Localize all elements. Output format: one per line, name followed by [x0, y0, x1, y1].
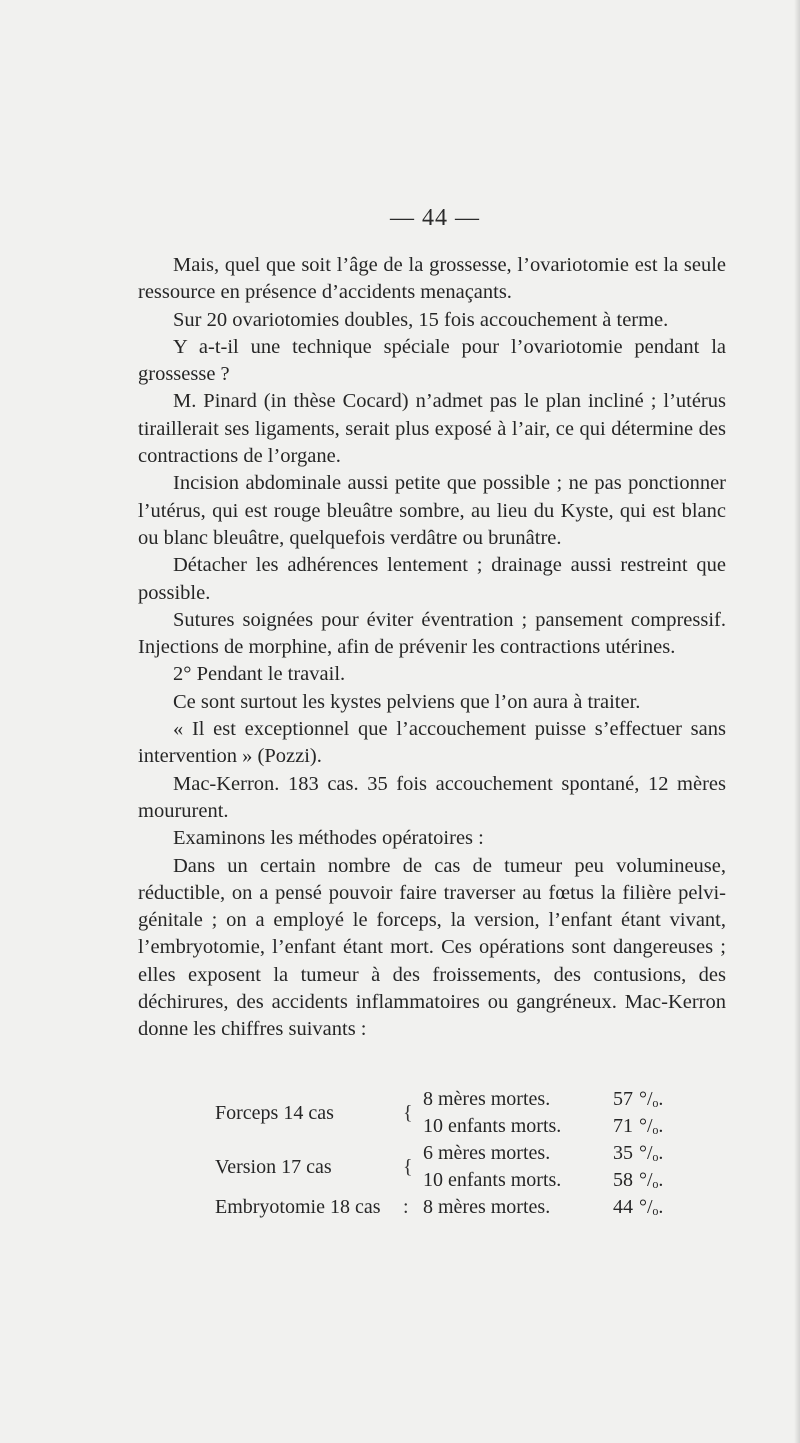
- paragraph: Détacher les adhérences lentement ; drainage aussi restreint que possible.: [138, 554, 726, 604]
- stat-desc: 6 mères mortes.: [423, 1142, 551, 1164]
- stat-percent: 44: [613, 1196, 633, 1218]
- stat-rows: [423, 1194, 663, 1221]
- stat-desc: 10 enfants morts.: [423, 1169, 562, 1191]
- stat-row: [423, 1194, 663, 1221]
- page-number: — 44 —: [390, 205, 480, 231]
- stat-label: Embryotomie 18 cas: [215, 1196, 381, 1218]
- stat-percent: 58: [613, 1169, 633, 1191]
- stat-unit: °/ₒ.: [639, 1142, 664, 1164]
- quotation-paragraph: « Il est exceptionnel que l’accouchement puisse s’effectuer sans intervention » (Pozzi).: [138, 718, 726, 768]
- paragraph: Y a-t-il une technique spéciale pour l’ovariotomie pendant la grossesse ?: [138, 335, 726, 386]
- stat-brace: {: [403, 1155, 413, 1178]
- stat-label: Forceps 14 cas: [215, 1101, 334, 1124]
- stat-percent: 35: [613, 1142, 633, 1164]
- statistics-table: [138, 1086, 738, 1221]
- stat-unit: °/ₒ.: [639, 1196, 664, 1218]
- stat-group-embryotomie: [138, 1194, 738, 1221]
- stat-unit: °/ₒ.: [639, 1088, 664, 1110]
- stat-group-forceps: [138, 1086, 738, 1140]
- body-text: [138, 252, 726, 1044]
- paragraph: Examinons les méthodes opératoires :: [173, 827, 484, 850]
- paragraph: Sutures soignées pour éviter éventration ; pansement compressif. Injections de morphine, afin de prévenir les contractions utérines.: [138, 608, 726, 659]
- stat-label: Version 17 cas: [215, 1155, 332, 1178]
- stat-brace: :: [403, 1196, 409, 1218]
- paragraph: Mac-Kerron. 183 cas. 35 fois accouchement spontané, 12 mères moururent.: [138, 772, 726, 822]
- stat-row: [423, 1113, 663, 1140]
- stat-row: [423, 1086, 663, 1113]
- stat-desc: 8 mères mortes.: [423, 1088, 551, 1110]
- stat-group-version: [138, 1140, 738, 1194]
- stat-brace: {: [403, 1101, 413, 1124]
- stat-unit: °/ₒ.: [639, 1169, 664, 1191]
- paragraph: M. Pinard (in thèse Cocard) n’admet pas le plan incliné ; l’utérus tiraillerait ses ligaments, serait plus exposé à l’air, ce qui détermine des contractions de l’organe.: [138, 390, 726, 468]
- stat-percent: 57: [613, 1088, 633, 1110]
- stat-row: [423, 1167, 663, 1194]
- stat-rows: [423, 1086, 663, 1140]
- stat-rows: [423, 1140, 663, 1194]
- stat-desc: 10 enfants morts.: [423, 1115, 562, 1137]
- stat-unit: °/ₒ.: [639, 1115, 664, 1137]
- stat-desc: 8 mères mortes.: [423, 1196, 551, 1218]
- stat-percent: 71: [613, 1115, 633, 1137]
- stat-row: [423, 1140, 663, 1167]
- paragraph: Ce sont surtout les kystes pelviens que l’on aura à traiter.: [173, 690, 641, 713]
- paragraph: Mais, quel que soit l’âge de la grossesse, l’ovariotomie est la seule ressource en présence d’accidents menaçants.: [138, 254, 726, 304]
- paragraph: Incision abdominale aussi petite que possible ; ne pas ponctionner l’utérus, qui est rouge bleuâtre sombre, au lieu du Kyste, qui est blanc ou blanc bleuâtre, quelquefois verdâtre ou brunâtre.: [138, 472, 726, 549]
- paragraph: Sur 20 ovariotomies doubles, 15 fois accouchement à terme.: [173, 308, 669, 331]
- paragraph: Dans un certain nombre de cas de tumeur peu volumineuse, réductible, on a pensé pouvoir faire traverser au fœtus la filière pelvi-génitale ; on a employé le forceps, la version, l’enfant étant vivant, l’embryotomie, l’enfant étant mort. Ces opérations sont dangereuses ; elles exposent la tumeur à des froissements, des contusions, des déchirures, des accidents inflammatoires ou gangréneux. Mac-Kerron donne les chiffres suivants :: [138, 854, 726, 1041]
- section-heading: 2° Pendant le travail.: [173, 663, 346, 686]
